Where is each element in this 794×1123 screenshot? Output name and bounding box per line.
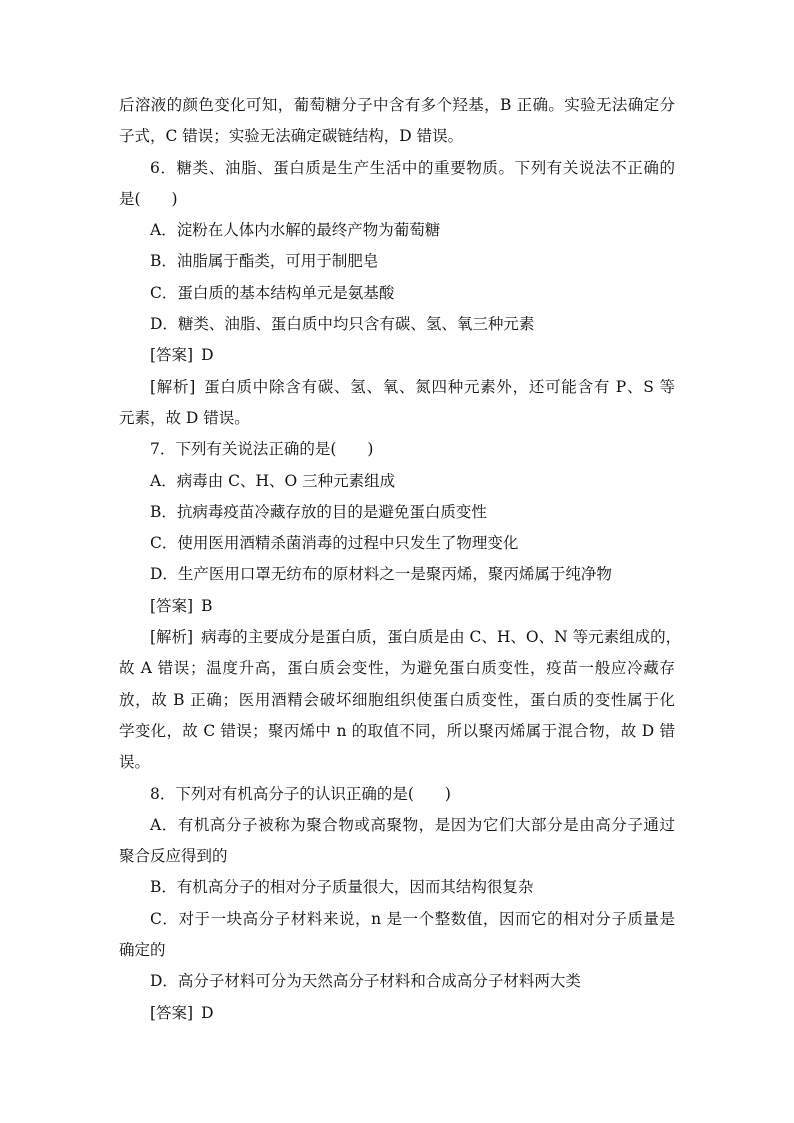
- analysis-label: [解析]: [150, 377, 196, 396]
- question-8-option-d: D．高分子材料可分为天然高分子材料和合成高分子材料两大类: [150, 972, 581, 991]
- question-6-stem-cont: 是( ): [119, 189, 178, 208]
- answer-value: D: [201, 346, 214, 365]
- question-8-option-c: C．对于一块高分子材料来说，n 是一个整数值，因而它的相对分子质量是: [150, 909, 675, 928]
- text-line: 后溶液的颜色变化可知，葡萄糖分子中含有多个羟基，B 正确。实验无法确定分: [119, 96, 675, 114]
- question-7-stem: 7．下列有关说法正确的是( ): [150, 440, 374, 459]
- question-7-option-d: D．生产医用口罩无纺布的原材料之一是聚丙烯，聚丙烯属于纯净物: [150, 565, 612, 584]
- question-6-answer: [119, 340, 675, 371]
- answer-value: B: [201, 596, 213, 615]
- question-7-answer: [119, 591, 675, 622]
- question-7-analysis-cont: 故 A 错误；温度升高，蛋白质会变性，为避免蛋白质变性，疫苗一般应冷藏存: [119, 659, 675, 678]
- question-6-option-b: B．油脂属于酯类，可用于制肥皂: [150, 252, 379, 271]
- question-7-analysis: [119, 622, 682, 653]
- question-6-option-a: A．淀粉在人体内水解的最终产物为葡萄糖: [150, 221, 441, 240]
- analysis-text: 病毒的主要成分是蛋白质，蛋白质是由 C、H、O、N 等元素组成的，: [201, 628, 682, 647]
- text-line: 子式，C 错误；实验无法确定碳链结构，D 错误。: [119, 127, 464, 146]
- answer-value: D: [201, 1003, 214, 1022]
- question-7-option-b: B．抗病毒疫苗冷藏存放的目的是避免蛋白质变性: [150, 502, 487, 521]
- question-8-option-a: A．有机高分子被称为聚合物或高聚物，是因为它们大部分是由高分子通过: [150, 815, 675, 834]
- answer-label: [答案]: [150, 346, 194, 365]
- question-7-option-a: A．病毒由 C、H、O 三种元素组成: [150, 471, 396, 490]
- answer-label: [答案]: [150, 596, 194, 615]
- question-8-option-c-cont: 确定的: [119, 941, 166, 960]
- question-7-analysis-cont: 误。: [119, 753, 151, 772]
- question-7-analysis-cont: 学变化，故 C 错误；聚丙烯中 n 的取值不同，所以聚丙烯属于混合物，故 D 错: [119, 721, 675, 740]
- question-7-analysis-cont: 放，故 B 正确；医用酒精会破坏细胞组织使蛋白质变性，蛋白质的变性属于化: [119, 690, 675, 709]
- question-8-answer: [119, 998, 675, 1029]
- question-6-option-d: D．糖类、油脂、蛋白质中均只含有碳、氢、氧三种元素: [150, 315, 535, 334]
- question-7-option-c: C．使用医用酒精杀菌消毒的过程中只发生了物理变化: [150, 534, 519, 553]
- answer-label: [答案]: [150, 1003, 194, 1022]
- question-6-option-c: C．蛋白质的基本结构单元是氨基酸: [150, 283, 395, 302]
- question-6-analysis-cont: 元素，故 D 错误。: [119, 408, 250, 427]
- question-8-option-b: B．有机高分子的相对分子质量很大，因而其结构很复杂: [150, 878, 534, 897]
- question-8-stem: 8．下列对有机高分子的认识正确的是( ): [150, 784, 451, 803]
- analysis-label: [解析]: [150, 628, 194, 647]
- question-8-option-a-cont: 聚合反应得到的: [119, 847, 228, 866]
- analysis-text: 蛋白质中除含有碳、氢、氧、氮四种元素外，还可能含有 P、S 等: [203, 377, 675, 396]
- question-6-stem: 6．糖类、油脂、蛋白质是生产生活中的重要物质。下列有关说法不正确的: [150, 158, 675, 177]
- document-page: [119, 90, 682, 1029]
- question-6-analysis: [119, 372, 675, 403]
